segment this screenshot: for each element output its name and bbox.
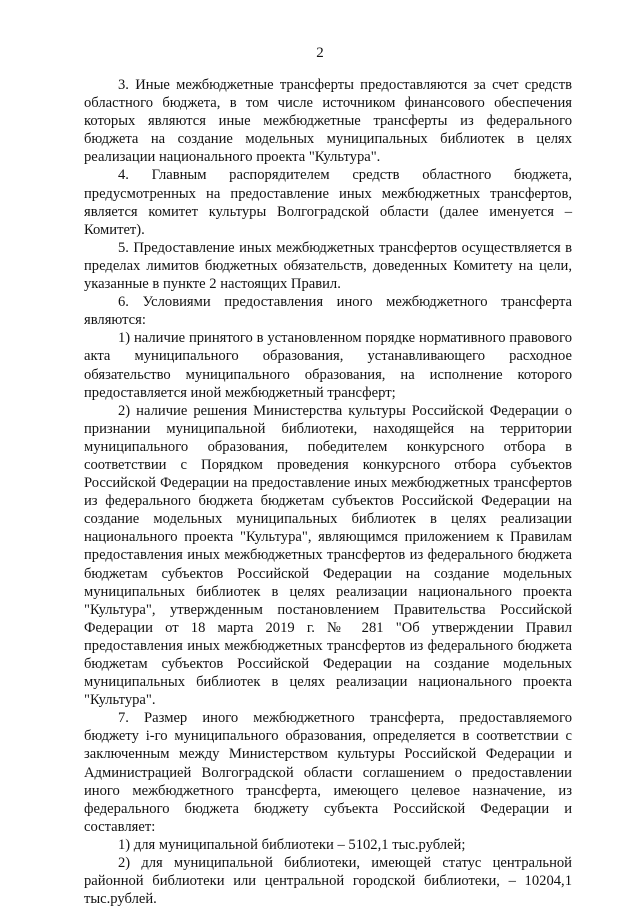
paragraph-6-item-1: 1) наличие принятого в установленном порядке нормативного правового акта муниципального образования, устанавливающего расходное обязательство муниципального образования, на исполнение которого предоставляется иной межбюджетный трансферт;	[84, 330, 572, 401]
paragraph-6: 6. Условиями предоставления иного межбюджетного трансферта являются:	[84, 294, 572, 329]
paragraph-7-item-1: 1) для муниципальной библиотеки – 5102,1 тыс.рублей;	[118, 836, 466, 853]
document-body	[84, 76, 572, 908]
page-number: 2	[316, 45, 324, 61]
paragraph-7-item-2: 2) для муниципальной библиотеки, имеющей статус центральной районной библиотеки или центральной городской библиотеки, – 10204,1 тыс.рублей.	[84, 855, 572, 908]
paragraph-3: 3. Иные межбюджетные трансферты предоставляются за счет средств областного бюджета, в том числе источником финансового обеспечения которых являются иные межбюджетные трансферты из федерального бюджета на создание модельных муниципальных библиотек в целях реализации национального проекта "Культура".	[84, 77, 572, 166]
paragraph-7: 7. Размер иного межбюджетного трансферта, предоставляемого бюджету i-го муниципального образования, определяется в соответствии с заключенным между Министерством культуры Российской Федерации и Администрацией Волгоградской области соглашением о предоставлении иного межбюджетного трансферта, имеющего целевое назначение, из федерального бюджета бюджету субъекта Российской Федерации и составляет:	[84, 710, 572, 835]
paragraph-5: 5. Предоставление иных межбюджетных трансфертов осуществляется в пределах лимитов бюджетных обязательств, доведенных Комитету на цели, указанные в пункте 2 настоящих Правил.	[84, 239, 572, 293]
paragraph-6-item-2: 2) наличие решения Министерства культуры Российской Федерации о признании муниципальной библиотеки, находящейся на территории муниципального образования, победителем конкурсного отбора в соответствии с Порядком проведения конкурсного отбора субъектов Российской Федерации на предоставление иных межбюджетных трансфертов из федерального бюджета бюджетам субъектов Российской Федерации на создание модельных муниципальных библиотек в целях реализации национального проекта "Культура", являющимся приложением к Правилам предоставления иных межбюджетных трансфертов из федерального бюджета бюджетам субъектов Российской Федерации на создание модельных муниципальных библиотек в целях реализации национального проекта "Культура", утвержденным постановлением Правительства Российской Федерации от 18 марта 2019 г. № 281 "Об утверждении Правил предоставления иных межбюджетных трансфертов из федерального бюджета бюджетам субъектов Российской Федерации на создание модельных муниципальных библиотек в целях реализации национального проекта "Культура".	[84, 402, 572, 709]
paragraph-4: 4. Главным распорядителем средств областного бюджета, предусмотренных на предоставление иных межбюджетных трансфертов, является комитет культуры Волгоградской области (далее именуется – Комитет).	[84, 167, 572, 238]
